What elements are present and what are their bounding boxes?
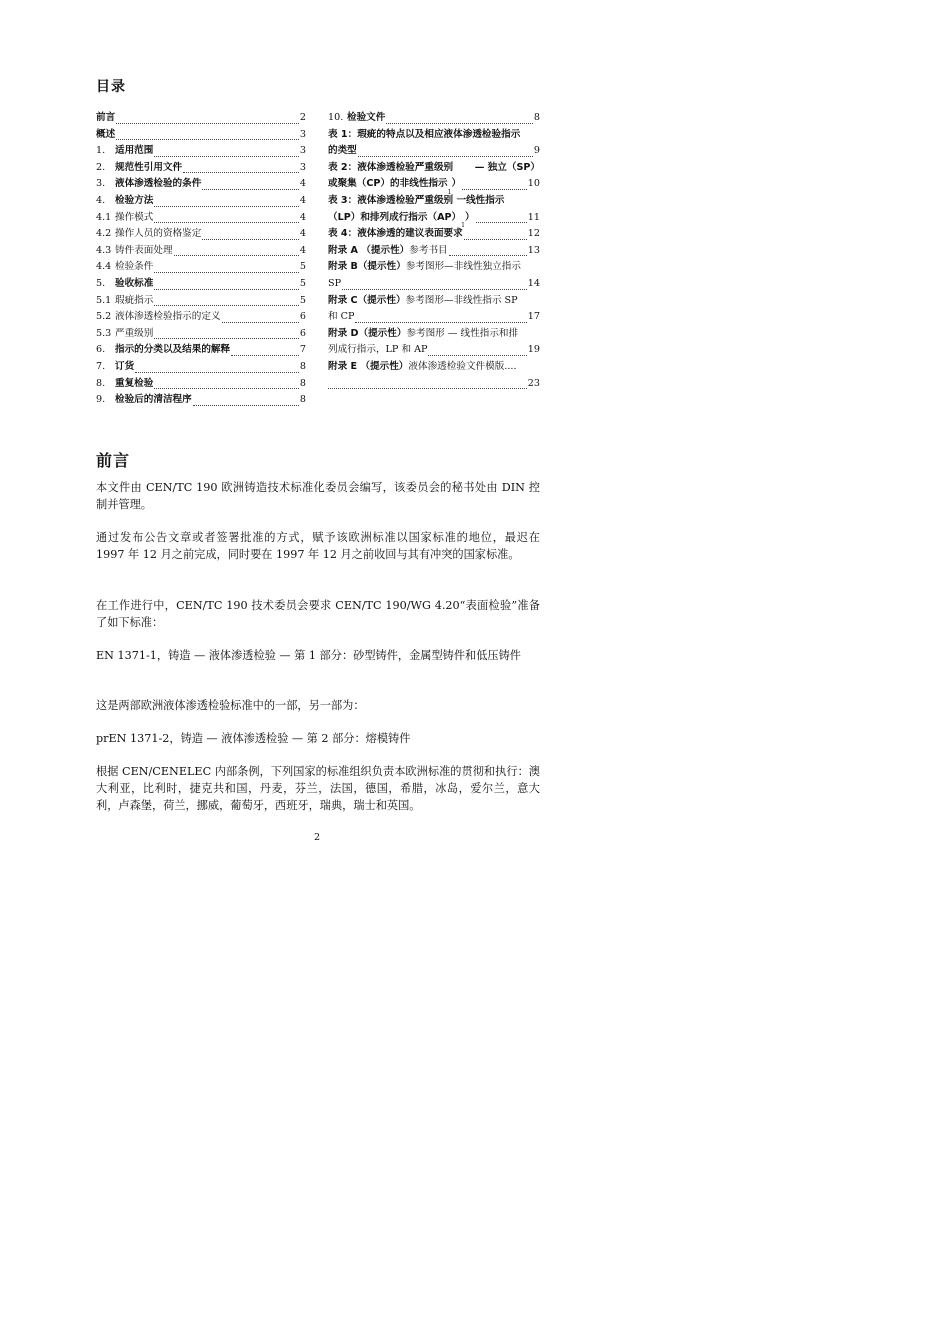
toc-entry-title: 检验文件 <box>347 112 386 123</box>
toc-entry[interactable] <box>96 293 306 310</box>
toc-leader <box>222 321 299 323</box>
foreword-paragraph: 根据 CEN/CENELEC 内部条例，下列国家的标准组织负责本欧洲标准的贯彻和执行：澳大利亚，比利时，捷克共和国，丹麦，芬兰，法国，德国，希腊，冰岛，爱尔兰，意大利，卢森堡，荷兰，挪威，葡萄牙，西班牙，瑞典，瑞士和英国。 <box>96 765 540 812</box>
toc-entry[interactable]: 表 2：液体渗透检验严重级别 — 独立（SP） 或聚集（CP）的非线性指示 1 ） 10 <box>328 161 540 196</box>
toc-entry-title-cont: 或聚集（CP）的非线性指示 <box>328 178 448 190</box>
toc-entry-page: 8 <box>299 360 306 372</box>
toc-entry-page: 9 <box>533 145 540 157</box>
toc-leader <box>358 155 533 157</box>
toc-leader <box>154 304 299 306</box>
toc-entry-title: 操作人员的资格鉴定 <box>115 228 202 240</box>
foreword-title: 前言 <box>96 451 131 470</box>
toc-entry-page: 6 <box>299 311 306 323</box>
toc-entry-number: 10. <box>328 112 344 123</box>
toc-entry[interactable] <box>96 376 306 393</box>
toc-entry-title: 验收标准 <box>115 277 154 289</box>
toc-entry-page: 8 <box>299 394 306 406</box>
toc-entry-page: 2 <box>299 112 306 123</box>
toc-entry[interactable] <box>96 143 306 160</box>
toc-entry[interactable] <box>96 160 306 177</box>
toc-entry-title: 检验条件 <box>115 261 154 273</box>
foreword-paragraph: 本文件由 CEN/TC 190 欧洲铸造技术标准化委员会编写，该委员会的秘书处由 DIN 控制并管理。 <box>96 481 540 511</box>
toc-entry-title-close: ） <box>464 211 475 223</box>
toc-entry-number: 2. <box>96 161 106 173</box>
toc-entry-number: 6. <box>96 344 106 356</box>
toc-leader <box>154 221 299 223</box>
toc-entry-number: 4.4 <box>96 261 112 273</box>
toc-entry-number: 4.3 <box>96 244 112 256</box>
toc-entry-page: 7 <box>299 344 306 356</box>
toc-entry-annex-label: 附录 D（提示性） <box>328 327 407 339</box>
toc-entry[interactable] <box>96 243 306 260</box>
toc-entry-number: 1. <box>96 145 106 157</box>
toc-entry-title-cont: 列成行指示，LP 和 AP <box>328 344 428 356</box>
toc-leader <box>174 254 299 256</box>
toc-leader <box>428 354 526 356</box>
foreword-paragraph: 通过发布公告文章或者签署批准的方式，赋予该欧洲标准以国家标准的地位，最迟在 1997 年 12 月之前完成，同时要在 1997 年 12 月之前收回与其有冲突的国家标准。 <box>96 531 540 561</box>
toc-entry-page: 5 <box>299 261 306 273</box>
toc-leader <box>154 387 299 389</box>
toc-entry[interactable] <box>96 276 306 293</box>
toc-entry-page: 17 <box>527 311 540 323</box>
toc-entry-annex-label: 附录 E （提示性） <box>328 360 409 372</box>
toc-entry[interactable] <box>96 110 306 127</box>
toc-entry[interactable] <box>96 193 306 210</box>
foreword-paragraph: 在工作进行中，CEN/TC 190 技术委员会要求 CEN/TC 190/WG 4.20“表面检验”准备了如下标准： <box>96 599 540 629</box>
toc-entry[interactable] <box>96 342 306 359</box>
toc-leader <box>154 205 299 207</box>
toc-entry-annex-label: 附录 B（提示性） <box>328 261 406 273</box>
toc-entry-page: 11 <box>527 211 540 223</box>
toc-entry-page: 4 <box>299 228 306 240</box>
toc-entry-number: 4.1 <box>96 211 112 223</box>
toc-entry-title: 重复检验 <box>115 377 154 389</box>
toc-entry-title-cont: 和 CP <box>328 311 355 323</box>
toc-entry[interactable] <box>328 110 540 127</box>
toc-leader <box>231 354 299 356</box>
toc-leader <box>355 321 526 323</box>
toc-entry-page: 13 <box>527 244 540 256</box>
toc-entry-number: 5.3 <box>96 327 112 339</box>
toc-entry[interactable] <box>328 259 540 292</box>
toc-entry-title: 概述 <box>96 128 116 140</box>
toc-leader <box>154 288 299 290</box>
toc-entry-title-part: — 独立（SP） <box>474 161 540 173</box>
toc-entry-page: 4 <box>299 194 306 206</box>
toc-entry-title: 参考图形—非线性指示 SP <box>405 294 518 306</box>
toc-entry-page: 3 <box>299 128 306 140</box>
toc-entry-title: 适用范围 <box>115 145 154 157</box>
toc-entry-page: 3 <box>299 145 306 157</box>
toc-entry-title: 表 4：液体渗透的建议表面要求 <box>328 228 463 240</box>
toc-entry[interactable] <box>96 210 306 227</box>
toc-entry-number: 3. <box>96 178 106 190</box>
toc-entry[interactable] <box>96 226 306 243</box>
toc-entry-page: 10 <box>527 178 540 190</box>
toc-left-column <box>96 110 306 409</box>
toc-entry-title: 严重级别 <box>115 327 154 339</box>
toc-entry-title: 液体渗透检验的条件 <box>115 178 202 190</box>
toc-entry-page: 14 <box>527 277 540 289</box>
toc-leader <box>328 387 527 389</box>
toc-right-column <box>328 110 540 392</box>
toc-entry[interactable] <box>96 309 306 326</box>
foreword-paragraph: EN 1371-1，铸造 — 液体渗透检验 — 第 1 部分：砂型铸件，金属型铸件和低压铸件 <box>96 649 521 662</box>
toc-entry-title: 参考图形 — 线性指示和排 <box>406 327 519 339</box>
toc-entry-page: 4 <box>299 178 306 190</box>
toc-entry-annex-label: 附录 A （提示性） <box>328 244 410 256</box>
toc-entry[interactable] <box>96 176 306 193</box>
toc-entry[interactable] <box>96 359 306 376</box>
page-number: 2 <box>314 832 321 843</box>
foreword-paragraph: 这是两部欧洲液体渗透检验标准中的一部，另一部为： <box>96 699 365 712</box>
toc-entry[interactable] <box>328 127 540 160</box>
toc-entry-page: 6 <box>299 327 306 339</box>
toc-entry-number: 4. <box>96 194 106 206</box>
toc-entry-title: 铸件表面处理 <box>115 244 173 256</box>
toc-entry[interactable]: 表 3：液体渗透检验严重级别 一线性指示 （LP）和排列成行指示（AP） 1 ） 11 <box>328 194 540 230</box>
toc-leader <box>154 271 299 273</box>
toc-entry-title: 订货 <box>115 360 135 372</box>
toc-leader <box>116 122 299 124</box>
toc-entry-number: 9. <box>96 394 106 406</box>
toc-entry-title: 液体渗透检验文件模版.... <box>408 360 517 372</box>
toc-entry[interactable] <box>328 359 540 392</box>
toc-leader <box>449 254 527 256</box>
toc-entry-title: 液体渗透检验指示的定义 <box>115 311 221 323</box>
toc-entry-page: 23 <box>527 377 540 389</box>
toc-entry-title-close: ） <box>451 178 462 190</box>
toc-entry[interactable] <box>96 326 306 343</box>
toc-entry-page: 5 <box>299 294 306 306</box>
toc-entry-page: 4 <box>299 244 306 256</box>
toc-entry-number: 4.2 <box>96 228 112 240</box>
toc-leader <box>135 371 299 373</box>
toc-entry-title: 表 3：液体渗透检验严重级别 一线性指示 <box>328 194 505 206</box>
toc-heading: 目录 <box>96 79 126 95</box>
toc-entry[interactable] <box>328 293 540 326</box>
toc-entry-page: 19 <box>527 344 540 356</box>
toc-entry-title: 指示的分类以及结果的解释 <box>115 344 231 356</box>
toc-entry-number: 7. <box>96 360 106 372</box>
toc-leader <box>202 238 299 240</box>
toc-leader <box>464 238 527 240</box>
toc-leader <box>193 404 299 406</box>
toc-entry-number: 5. <box>96 277 106 289</box>
toc-entry-page: 8 <box>533 112 540 123</box>
toc-leader <box>154 337 299 339</box>
toc-entry[interactable] <box>328 243 540 260</box>
toc-entry-title: 前言 <box>96 112 116 123</box>
toc-entry-number: 5.1 <box>96 294 112 306</box>
toc-entry-number: 8. <box>96 377 106 389</box>
toc-entry[interactable] <box>96 392 306 409</box>
toc-entry-title: 规范性引用文件 <box>115 161 183 173</box>
toc-entry-title-cont: （LP）和排列成行指示（AP） <box>328 211 462 223</box>
toc-entry-page: 5 <box>299 277 306 289</box>
toc-entry-title: 检验方法 <box>115 194 154 206</box>
toc-entry-title: 检验后的清洁程序 <box>115 394 192 406</box>
toc-entry-title: 表 1：瑕疵的特点以及相应液体渗透检验指示 <box>328 128 521 140</box>
toc-leader <box>386 122 533 124</box>
foreword-paragraph: prEN 1371-2，铸造 — 液体渗透检验 — 第 2 部分：熔模铸件 <box>96 732 411 745</box>
toc-entry[interactable] <box>96 259 306 276</box>
toc-entry-title-cont: SP <box>328 277 342 289</box>
toc-entry-title: 操作模式 <box>115 211 154 223</box>
toc-entry[interactable] <box>328 326 540 359</box>
toc-entry-title-cont: 的类型 <box>328 145 357 157</box>
toc-entry-title: 瑕疵指示 <box>115 294 154 306</box>
toc-entry-page: 3 <box>299 161 306 173</box>
toc-leader <box>462 188 527 190</box>
toc-leader <box>154 155 299 157</box>
toc-entry-title: 参考书目 <box>409 244 448 256</box>
toc-leader <box>183 171 299 173</box>
toc-leader <box>342 288 527 290</box>
toc-leader <box>116 138 299 140</box>
toc-entry-title: 表 2：液体渗透检验严重级别 <box>328 161 454 173</box>
toc-entry-page: 8 <box>299 377 306 389</box>
toc-entry-page: 4 <box>299 211 306 223</box>
toc-entry-page: 12 <box>527 228 540 240</box>
toc-leader <box>202 188 299 190</box>
toc-entry[interactable] <box>328 226 540 243</box>
toc-entry-annex-label: 附录 C（提示性） <box>328 294 406 306</box>
toc-leader <box>476 221 527 223</box>
toc-entry-number: 5.2 <box>96 311 112 323</box>
toc-entry[interactable] <box>96 127 306 144</box>
toc-entry-title: 参考图形—非线性独立指示 <box>405 261 521 273</box>
